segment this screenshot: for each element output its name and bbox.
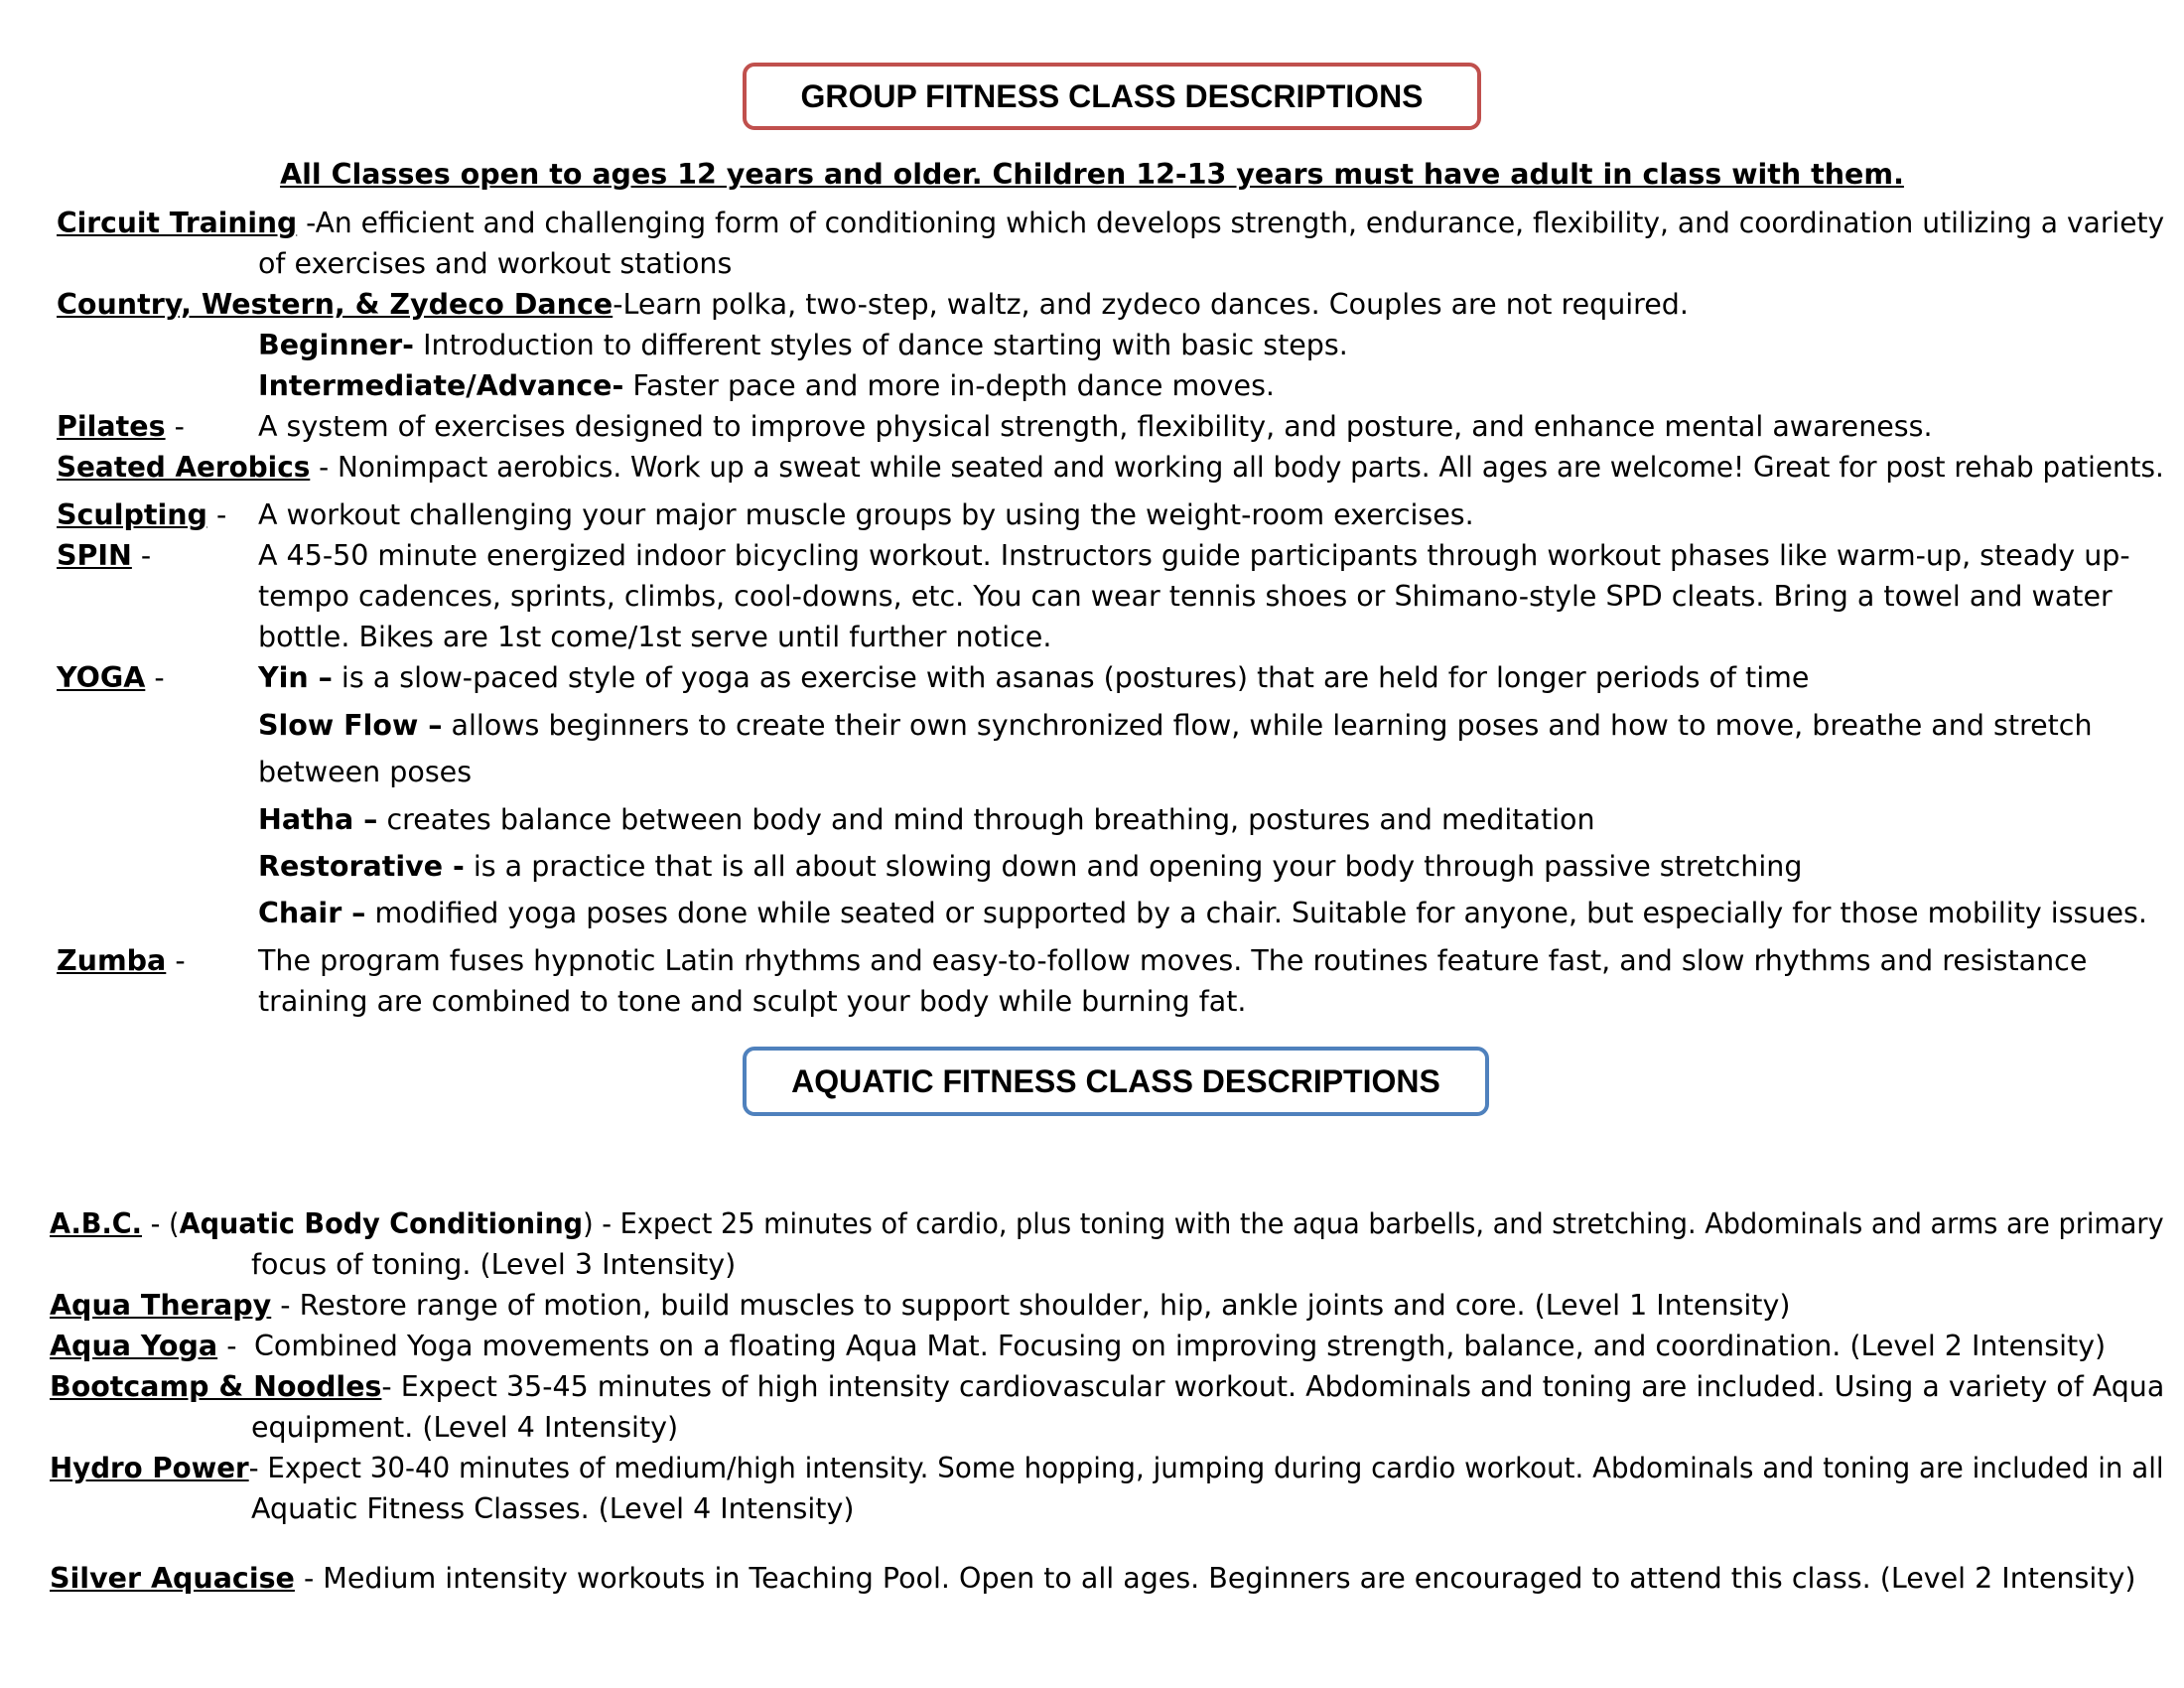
seated-aerobics-desc: - Nonimpact aerobics. Work up a sweat while seated and working all body parts. All ages are welcome! Great for post rehab patients. xyxy=(310,451,2164,484)
sculpting-sep: - xyxy=(206,498,227,531)
abc-full-name: Aquatic Body Conditioning xyxy=(179,1207,584,1240)
seated-aerobics-line xyxy=(0,447,2184,489)
dance-intermediate-desc: Faster pace and more in-depth dance moves. xyxy=(623,369,1275,402)
abc-name: A.B.C. xyxy=(50,1207,142,1240)
dance-intermediate-entry xyxy=(258,365,1275,407)
dance-beginner-entry xyxy=(258,325,1348,366)
yoga-yin-desc: is a slow-paced style of yoga as exercise with asanas (postures) that are held for longer periods of time xyxy=(332,661,1810,694)
yoga-restorative-line xyxy=(0,846,2184,888)
spin-sep: - xyxy=(131,539,152,572)
zumba-label xyxy=(57,940,186,982)
yoga-yin-label: Yin – xyxy=(258,661,333,694)
yoga-yin-entry xyxy=(258,657,1809,699)
bootcamp-line-2 xyxy=(0,1407,2184,1449)
spin-desc: A 45-50 minute energized indoor bicycling workout. Instructors guide participants through workout phases like warm-up, steady up- xyxy=(258,539,2130,572)
yoga-label xyxy=(57,657,165,699)
bootcamp-name: Bootcamp & Noodles xyxy=(50,1370,382,1403)
yoga-restorative-label: Restorative - xyxy=(258,850,465,883)
yoga-hatha-entry xyxy=(258,799,1595,841)
bootcamp-entry xyxy=(50,1366,2164,1408)
spin-desc-3: bottle. Bikes are 1st come/1st serve until further notice. xyxy=(258,621,1052,653)
abc-desc: ) - Expect 25 minutes of cardio, plus toning with the aqua barbells, and stretching. Abdominals and arms are primary xyxy=(583,1207,2164,1240)
bootcamp-line xyxy=(0,1366,2184,1408)
circuit-training-name: Circuit Training xyxy=(57,207,298,239)
zumba-sep: - xyxy=(166,944,186,977)
country-dance-name: Country, Western, & Zydeco Dance xyxy=(57,288,614,321)
circuit-training-line-2 xyxy=(0,243,2184,285)
abc-line-2 xyxy=(0,1244,2184,1286)
spin-desc-2: tempo cadences, sprints, climbs, cool-downs, etc. You can wear tennis shoes or Shimano-style SPD cleats. Bring a towel and water xyxy=(258,580,2113,613)
silver-aquacise-name: Silver Aquacise xyxy=(50,1562,295,1595)
aqua-therapy-line xyxy=(0,1285,2184,1327)
bootcamp-desc-2: equipment. (Level 4 Intensity) xyxy=(251,1411,679,1444)
country-dance-line xyxy=(0,284,2184,326)
abc-line xyxy=(0,1203,2184,1245)
hydro-power-line xyxy=(0,1448,2184,1489)
abc-pre: - ( xyxy=(141,1207,180,1240)
seated-aerobics-name: Seated Aerobics xyxy=(57,451,311,484)
country-dance-desc: -Learn polka, two-step, waltz, and zydeco dances. Couples are not required. xyxy=(613,288,1689,321)
spin-line-3 xyxy=(0,617,2184,658)
sculpting-label xyxy=(57,494,226,536)
yoga-chair-line xyxy=(0,893,2184,934)
hydro-power-name: Hydro Power xyxy=(50,1452,249,1484)
yoga-slow-flow-desc: allows beginners to create their own synchronized flow, while learning poses and how to move, breathe and stretch xyxy=(442,709,2093,742)
pilates-sep: - xyxy=(165,410,185,443)
circuit-training-line xyxy=(0,203,2184,244)
hydro-power-entry xyxy=(50,1448,2164,1489)
aqua-yoga-label xyxy=(50,1326,236,1367)
yoga-hatha-desc: creates balance between body and mind through breathing, postures and meditation xyxy=(377,803,1595,836)
yoga-name: YOGA xyxy=(57,661,146,694)
pilates-name: Pilates xyxy=(57,410,166,443)
yoga-slow-flow-entry xyxy=(258,705,2093,747)
zumba-desc-2: training are combined to tone and sculpt your body while burning fat. xyxy=(258,985,1247,1018)
aquatic-fitness-title-box xyxy=(743,1047,1489,1116)
yoga-slow-flow-desc-2: between poses xyxy=(258,756,473,788)
group-fitness-title: GROUP FITNESS CLASS DESCRIPTIONS xyxy=(800,77,1424,114)
bootcamp-desc: - Expect 35-45 minutes of high intensity cardiovascular workout. Abdominals and toning are included. Using a variety of Aqua xyxy=(381,1370,2165,1403)
circuit-training-entry xyxy=(57,203,2164,244)
zumba-desc: The program fuses hypnotic Latin rhythms and easy-to-follow moves. The routines feature fast, and slow rhythms and resistance xyxy=(258,944,2088,977)
aqua-yoga-line xyxy=(0,1326,2184,1367)
dance-beginner-line xyxy=(0,325,2184,366)
age-notice: All Classes open to ages 12 years and older. Children 12-13 years must have adult in class with them. xyxy=(280,158,1904,191)
sculpting-name: Sculpting xyxy=(57,498,207,531)
spin-name: SPIN xyxy=(57,539,132,572)
group-fitness-title-box xyxy=(743,63,1481,130)
zumba-name: Zumba xyxy=(57,944,167,977)
yoga-slow-flow-line xyxy=(0,705,2184,747)
circuit-training-desc-2: of exercises and workout stations xyxy=(258,247,733,280)
hydro-power-line-2 xyxy=(0,1488,2184,1530)
dance-intermediate-label: Intermediate/Advance- xyxy=(258,369,624,402)
spin-line xyxy=(0,535,2184,577)
dance-beginner-label: Beginner- xyxy=(258,329,415,361)
aqua-therapy-desc: - Restore range of motion, build muscles to support shoulder, hip, ankle joints and core. (Level 1 Intensity) xyxy=(271,1289,1791,1322)
aqua-therapy-name: Aqua Therapy xyxy=(50,1289,272,1322)
silver-aquacise-desc: - Medium intensity workouts in Teaching Pool. Open to all ages. Beginners are encouraged to attend this class. (Level 2 Intensity) xyxy=(294,1562,2136,1595)
pilates-label xyxy=(57,406,185,448)
hydro-power-desc-2: Aquatic Fitness Classes. (Level 4 Intensity) xyxy=(251,1492,855,1525)
aqua-yoga-name: Aqua Yoga xyxy=(50,1330,218,1362)
yoga-chair-label: Chair – xyxy=(258,897,366,929)
yoga-chair-entry xyxy=(258,893,2147,934)
aqua-yoga-sep: - xyxy=(217,1330,237,1362)
pilates-desc: A system of exercises designed to improve physical strength, flexibility, and posture, and enhance mental awareness. xyxy=(258,410,1933,443)
yoga-sep: - xyxy=(145,661,165,694)
yoga-restorative-entry xyxy=(258,846,1802,888)
circuit-training-desc: -An efficient and challenging form of conditioning which develops strength, endurance, flexibility, and coordination utilizing a variety xyxy=(297,207,2165,239)
yoga-restorative-desc: is a practice that is all about slowing down and opening your body through passive stretching xyxy=(464,850,1803,883)
dance-beginner-desc: Introduction to different styles of dance starting with basic steps. xyxy=(414,329,1348,361)
yoga-hatha-line xyxy=(0,799,2184,841)
yoga-chair-desc: modified yoga poses done while seated or supported by a chair. Suitable for anyone, but especially for those mobility issues. xyxy=(365,897,2147,929)
hydro-power-desc: - Expect 30-40 minutes of medium/high intensity. Some hopping, jumping during cardio workout. Abdominals and toning are included in all xyxy=(248,1452,2164,1484)
spin-label xyxy=(57,535,151,577)
silver-aquacise-line xyxy=(0,1558,2184,1600)
aquatic-fitness-title: AQUATIC FITNESS CLASS DESCRIPTIONS xyxy=(791,1062,1440,1099)
seated-aerobics-entry xyxy=(57,447,2164,489)
spin-line-2 xyxy=(0,576,2184,618)
silver-aquacise-entry xyxy=(50,1558,2135,1600)
abc-entry xyxy=(50,1203,2164,1245)
pilates-line xyxy=(0,406,2184,448)
sculpting-desc: A workout challenging your major muscle groups by using the weight-room exercises. xyxy=(258,498,1474,531)
country-dance-entry xyxy=(57,284,1689,326)
yoga-slow-flow-label: Slow Flow – xyxy=(258,709,443,742)
yoga-slow-flow-line-2 xyxy=(0,752,2184,793)
aqua-therapy-entry xyxy=(50,1285,1790,1327)
yoga-hatha-label: Hatha – xyxy=(258,803,378,836)
zumba-line xyxy=(0,940,2184,982)
abc-desc-2: focus of toning. (Level 3 Intensity) xyxy=(251,1248,737,1281)
age-notice-line xyxy=(0,154,2184,196)
aqua-yoga-desc: Combined Yoga movements on a floating Aqua Mat. Focusing on improving strength, balance, and coordination. (Level 2 Intensity) xyxy=(254,1330,2107,1362)
zumba-line-2 xyxy=(0,981,2184,1023)
yoga-line xyxy=(0,657,2184,699)
dance-intermediate-line xyxy=(0,365,2184,407)
sculpting-line xyxy=(0,494,2184,536)
